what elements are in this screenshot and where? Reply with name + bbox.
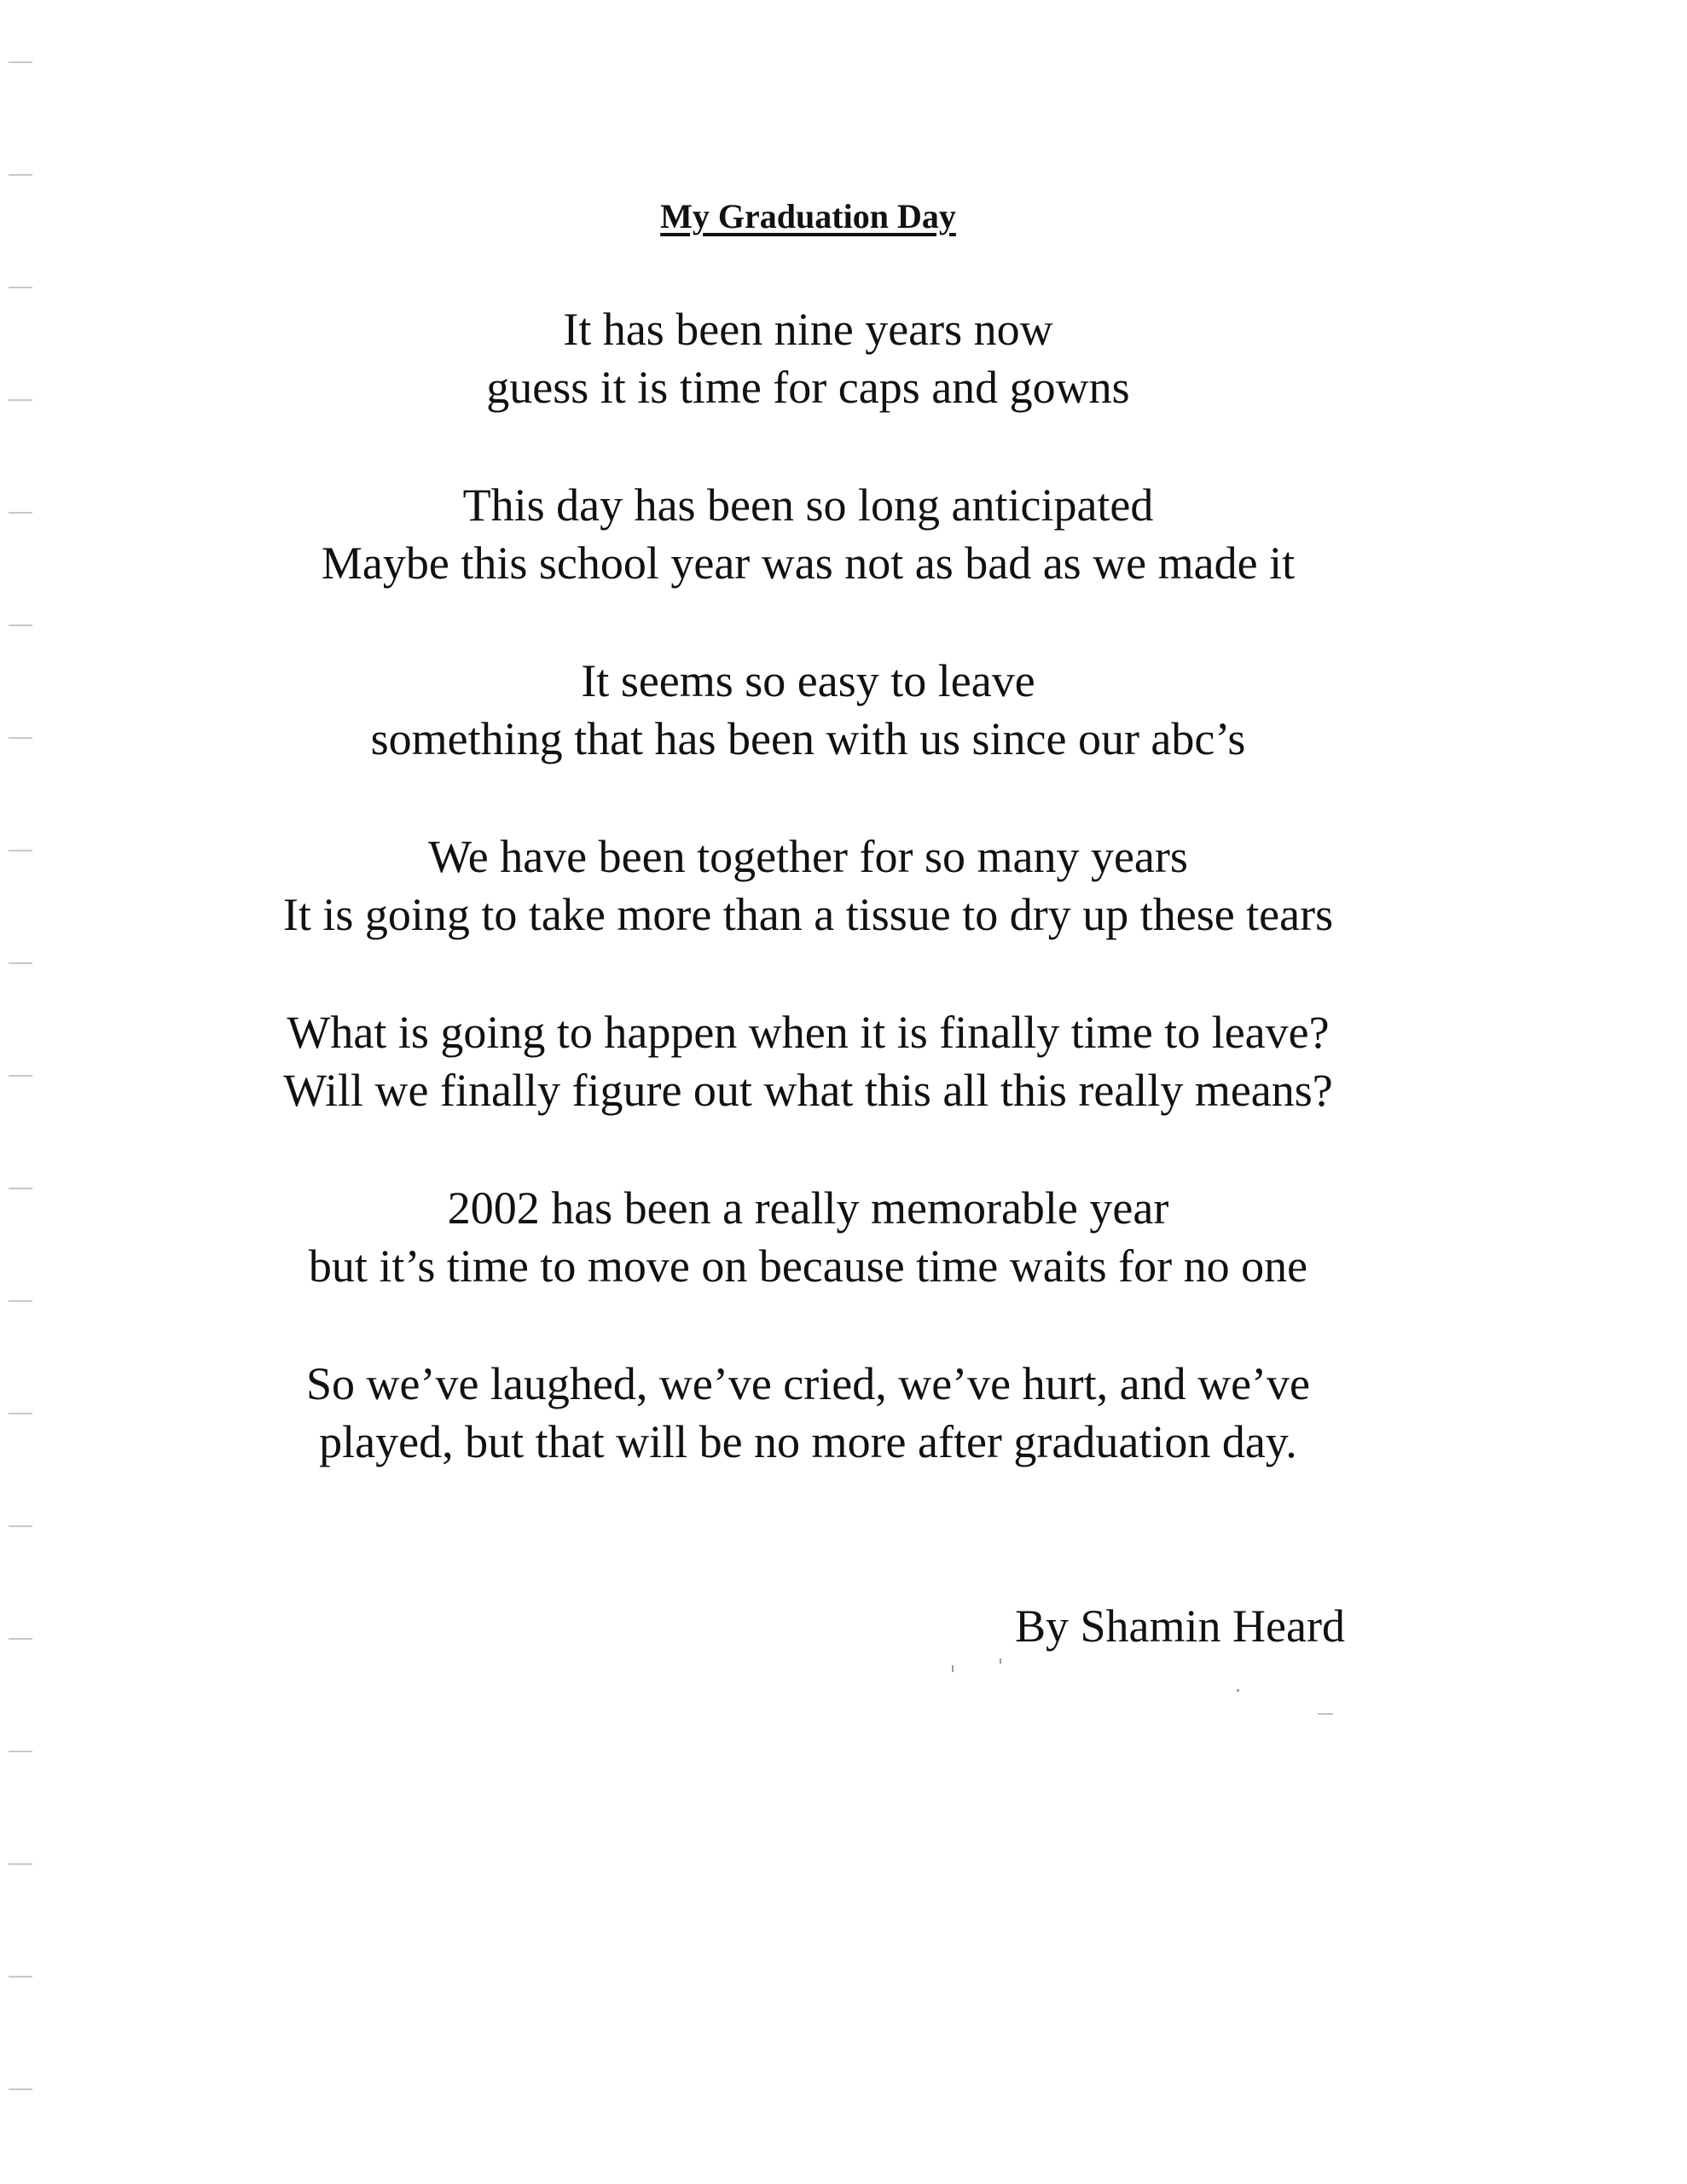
margin-mark — [9, 1638, 32, 1640]
scan-speck — [1318, 1713, 1333, 1715]
poem-line: It is going to take more than a tissue to dry up these tears — [282, 889, 1334, 940]
poem-line: We have been together for so many years — [428, 831, 1188, 882]
poem-line: guess it is time for caps and gowns — [486, 362, 1130, 413]
margin-mark — [9, 2088, 32, 2090]
poem-line: 2002 has been a really memorable year — [447, 1182, 1169, 1234]
margin-mark — [9, 624, 32, 626]
poem-line: It has been nine years now — [563, 304, 1053, 355]
margin-mark — [9, 1751, 32, 1752]
poem-line: but it’s time to move on because time waits for no one — [308, 1240, 1308, 1292]
margin-mark — [9, 1863, 32, 1865]
scan-speck — [1237, 1689, 1239, 1692]
poem-line: Will we finally figure out what this all this really means? — [283, 1065, 1333, 1116]
author-byline: By Shamin Heard — [1015, 1600, 1345, 1652]
poem-line: played, but that will be no more after graduation day. — [319, 1416, 1297, 1467]
stanza — [0, 1355, 1616, 1471]
margin-mark — [9, 1976, 32, 1978]
margin-mark — [9, 1525, 32, 1527]
poem-line: What is going to happen when it is finally time to leave? — [287, 1007, 1330, 1058]
scan-speck — [952, 1665, 954, 1672]
margin-mark — [9, 1300, 32, 1302]
poem-title: My Graduation Day — [660, 197, 956, 235]
stanza — [0, 300, 1616, 416]
scan-speck — [1000, 1658, 1001, 1664]
poem-line: This day has been so long anticipated — [462, 479, 1154, 531]
stanza — [0, 652, 1616, 768]
poem-line: So we’ve laughed, we’ve cried, we’ve hurt, and we’ve — [305, 1358, 1310, 1409]
margin-mark — [9, 61, 32, 63]
margin-mark — [9, 962, 32, 964]
stanza — [0, 1003, 1616, 1119]
stanza — [0, 1179, 1616, 1295]
margin-mark — [9, 287, 32, 288]
stanza — [0, 476, 1616, 592]
stanza — [0, 828, 1616, 944]
margin-mark — [9, 174, 32, 176]
poem-line: something that has been with us since our abc’s — [370, 713, 1246, 764]
poem-line: Maybe this school year was not as bad as we made it — [321, 537, 1296, 589]
poem-line: It seems so easy to leave — [581, 655, 1035, 706]
